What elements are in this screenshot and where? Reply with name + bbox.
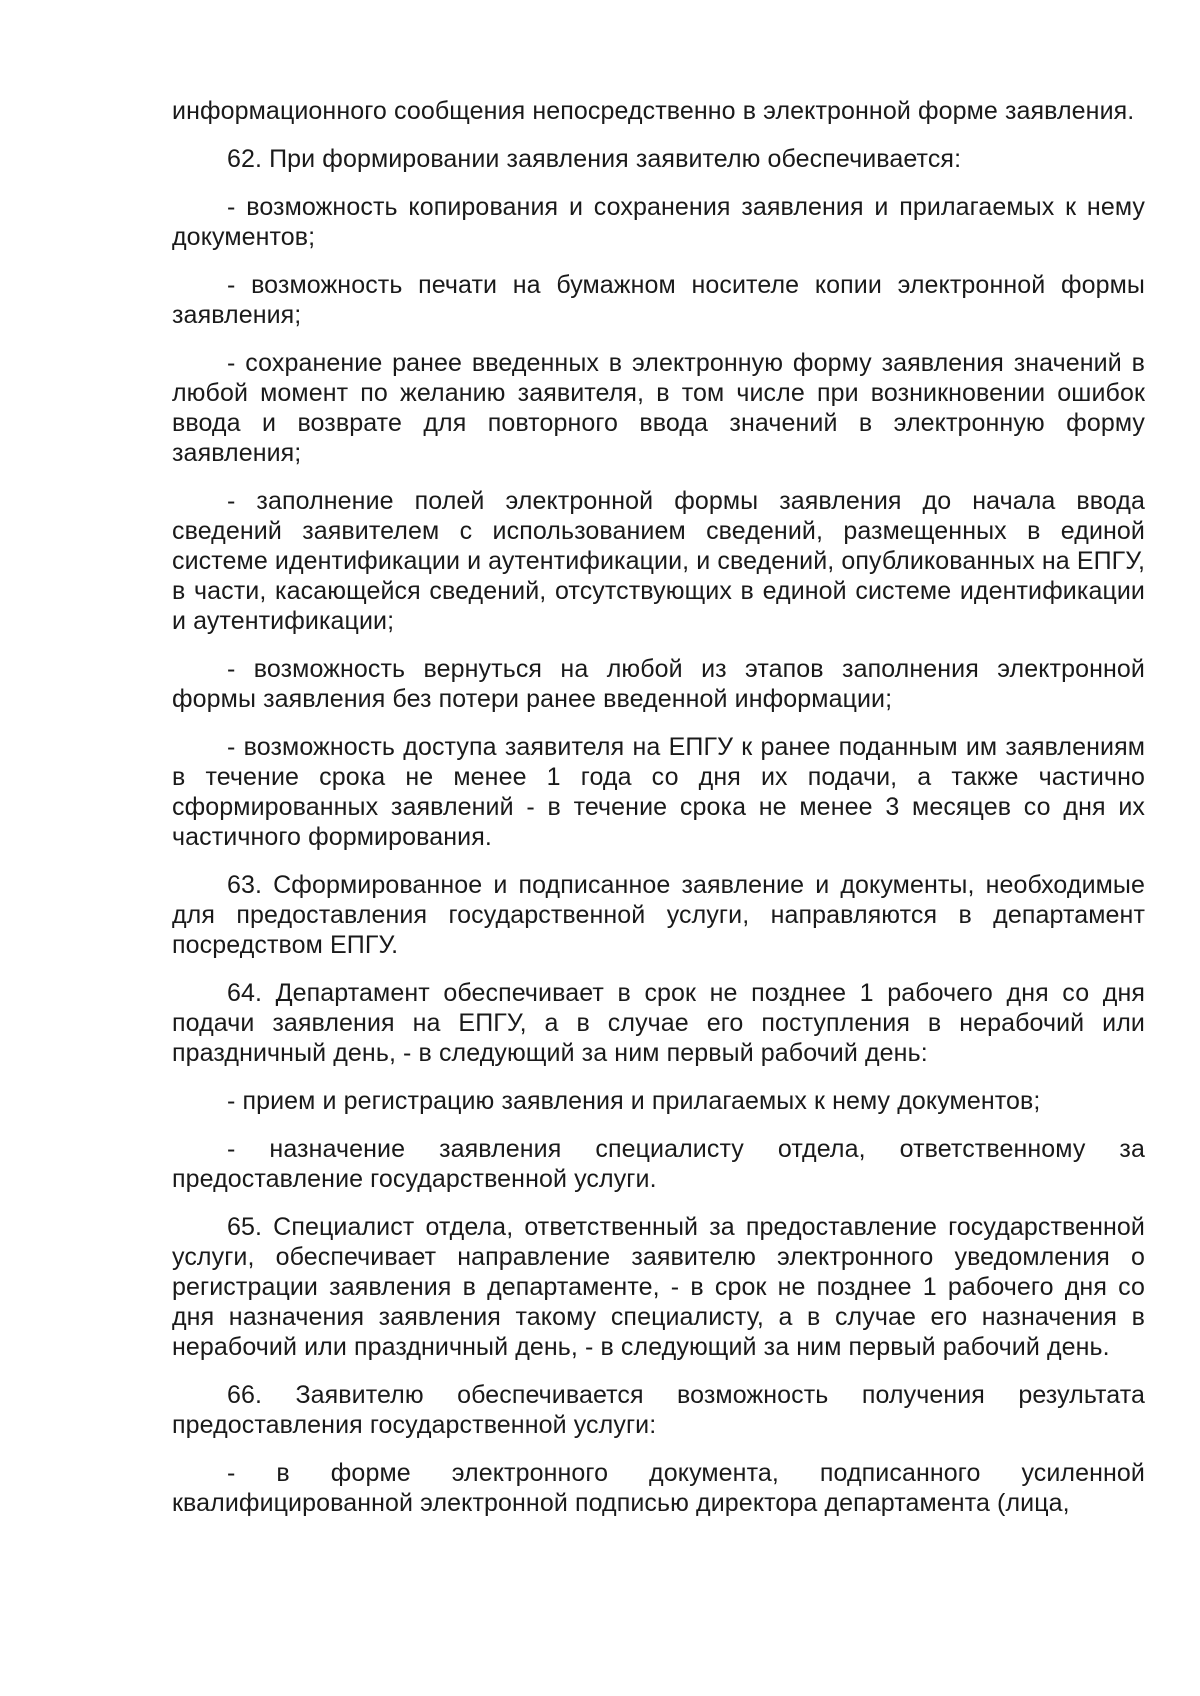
paragraph-62: 62. При формировании заявления заявителю обеспечивается: <box>227 145 962 173</box>
paragraph-64: 64. Департамент обеспечивает в срок не позднее 1 рабочего дня со дня подачи заявления на ЕПГУ, а в случае его поступления в нерабочий или праздничный день, - в следующий за ним первый рабочий день: <box>172 979 1145 1067</box>
list-item-assignment: - назначение заявления специалисту отдела, ответственному за предоставление государственной услуги. <box>172 1135 1145 1193</box>
list-item-save-values: - сохранение ранее введенных в электронную форму заявления значений в любой момент по желанию заявителя, в том числе при возникновении ошибок ввода и возврате для повторного ввода значений в электронную форму заявления; <box>172 349 1145 467</box>
document-body <box>172 96 1145 1536</box>
paragraph-65: 65. Специалист отдела, ответственный за предоставление государственной услуги, обеспечивает направление заявителю электронного уведомления о регистрации заявления в департаменте, - в срок не позднее 1 рабочего дня со дня назначения заявления такому специалисту, а в случае его назначения в нерабочий или праздничный день, - в следующий за ним первый рабочий день. <box>172 1213 1145 1361</box>
paragraph-63: 63. Сформированное и подписанное заявление и документы, необходимые для предоставления государственной услуги, направляются в департамент посредством ЕПГУ. <box>172 871 1145 959</box>
list-item-print: - возможность печати на бумажном носителе копии электронной формы заявления; <box>172 271 1145 329</box>
list-item-electronic-document: - в форме электронного документа, подписанного усиленной квалифицированной электронной подписью директора департамента (лица, <box>172 1459 1145 1517</box>
list-item-registration: - прием и регистрацию заявления и прилагаемых к нему документов; <box>227 1087 1041 1115</box>
list-item-return-stage: - возможность вернуться на любой из этапов заполнения электронной формы заявления без потери ранее введенной информации; <box>172 655 1145 713</box>
list-item-access: - возможность доступа заявителя на ЕПГУ к ранее поданным им заявлениям в течение срока не менее 1 года со дня их подачи, а также частично сформированных заявлений - в течение срока не менее 3 месяцев со дня их частичного формирования. <box>172 733 1145 851</box>
paragraph-66: 66. Заявителю обеспечивается возможность получения результата предоставления государственной услуги: <box>172 1381 1145 1439</box>
paragraph-continuation: информационного сообщения непосредственно в электронной форме заявления. <box>172 97 1135 125</box>
list-item-copy-save: - возможность копирования и сохранения заявления и прилагаемых к нему документов; <box>172 193 1145 251</box>
list-item-autofill: - заполнение полей электронной формы заявления до начала ввода сведений заявителем с использованием сведений, размещенных в единой системе идентификации и аутентификации, и сведений, опубликованных на ЕПГУ, в части, касающейся сведений, отсутствующих в единой системе идентификации и аутентификации; <box>172 487 1146 635</box>
